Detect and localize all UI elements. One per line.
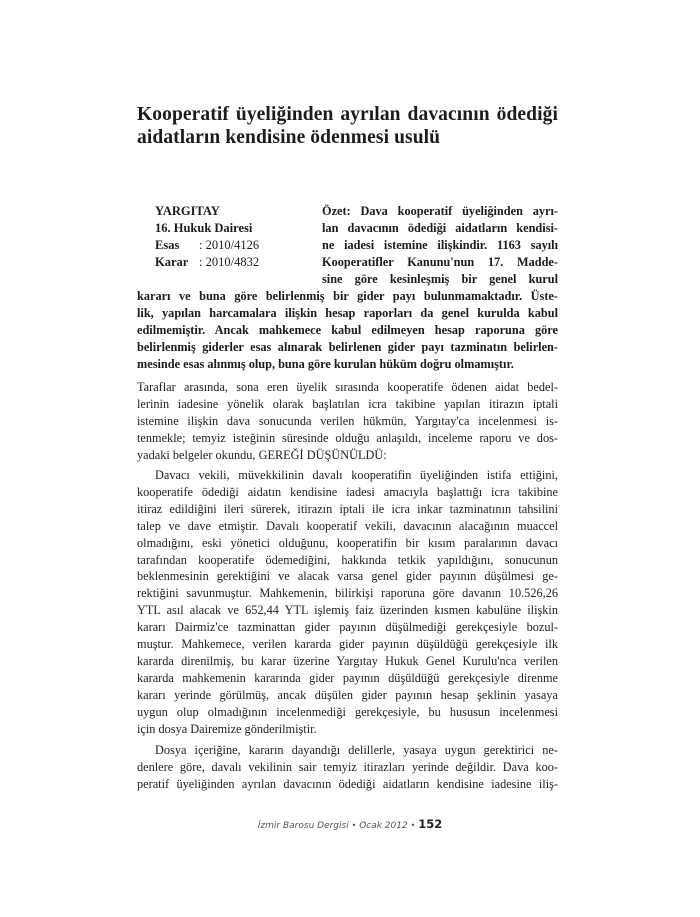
body-line: kararda mahkemenin kararında gider payının düşüldüğü gerekçesiyle direnme xyxy=(137,670,558,685)
summary-line: ne iadesi istemine ilişkindir. 1163 sayılı xyxy=(322,238,558,252)
body-line: kararda direnilmiş, bu karar üzerine Yargıtay Hukuk Genel Kurulu'nca verilen xyxy=(137,653,558,668)
karar-value: : 2010/4832 xyxy=(199,255,260,269)
esas-label: Esas xyxy=(155,238,180,252)
page-footer xyxy=(0,817,700,831)
body-line: kooperatife ödediği aidatın kendisine iadesi amacıyla başlattığı icra takibine xyxy=(137,484,558,499)
body-line: yadaki belgeler okundu, GEREĞİ DÜŞÜNÜLDÜ: xyxy=(137,447,387,462)
summary-line: lan davacının ödediği aidatların kendisi- xyxy=(322,221,558,235)
journal-name: İzmir Barosu Dergisi xyxy=(257,821,349,831)
body-line: rektiğini savunmuştur. Mahkemenin, bilirkişi raporuna göre davanın 10.526,26 xyxy=(137,586,558,601)
karar-row xyxy=(155,254,305,271)
court-info xyxy=(155,203,305,271)
body-line: tarafından kooperatife ödemediğini, hakkında tetkik yapıldığını, sonucunun xyxy=(137,552,558,567)
body-line: Taraflar arasında, sona eren üyelik sırasında kooperatife ödenen aidat bedel- xyxy=(137,380,558,394)
footer-separator: • xyxy=(410,821,416,830)
body-line: talep ve dave etmiştir. Davalı kooperatif vekili, davacının alacağının muaccel xyxy=(137,518,558,533)
summary-column xyxy=(322,203,558,288)
body-line: denlere göre, davalı vekilinin sair temyiz itirazları yerinde değildir. Dava koo- xyxy=(137,759,558,774)
body-line: peratif üyeliğinden ayrılan davacının ödediği aidatların kendisine iadesine iliş- xyxy=(137,776,558,791)
esas-value: : 2010/4126 xyxy=(199,238,260,252)
summary-line: Kooperatifler Kanunu'nun 17. Madde- xyxy=(322,255,558,269)
summary-line: mesinde esas alınmış olup, buna göre kurulan hüküm doğru olmamıştır. xyxy=(137,357,514,371)
body-line: uygun olup olmadığının incelenmediği gerekçesiyle, bu hususun incelenmesi xyxy=(137,704,558,719)
footer-separator: • xyxy=(351,821,357,830)
title-line: Kooperatif üyeliğinden ayrılan davacının ödediği xyxy=(137,104,558,125)
body-line: kararı Dairmiz'ce tazminattan gider payının düşülmediği gerekçesiyle bozul- xyxy=(137,620,558,635)
body-line: beklenmesinin gerektiğini ve alacak varsa genel gider payının düşülmesi ge- xyxy=(137,569,558,584)
body-line: için dosya Dairemize gönderilmiştir. xyxy=(137,721,317,736)
body-line: istemine ilişkin dava sonucunda verilen hükmün, Yargıtay'ca incelenmesi is- xyxy=(137,413,558,428)
article-title xyxy=(137,103,558,149)
journal-issue: Ocak 2012 xyxy=(359,821,408,831)
body-line: olmadığını, eski yönetici olduğunu, kooperatifin bir kısım paralarının davacı xyxy=(137,535,558,550)
title-line: aidatların kendisine ödenmesi usulü xyxy=(137,127,441,148)
paragraph-3 xyxy=(137,742,558,793)
summary-line: sine göre kesinleşmiş bir genel kurul xyxy=(322,272,558,286)
body-line: kararı yerinde görülmüş, ancak düşülen gider payının hesap şeklinin yasaya xyxy=(137,687,558,702)
body-line: Dosya içeriğine, kararın dayandığı delillerle, yasaya uygun gerektirici ne- xyxy=(155,743,558,757)
body-line: tenmekle; temyiz isteğinin süresinde olduğu anlaşıldı, inceleme raporu ve dos- xyxy=(137,430,558,445)
paragraph-2 xyxy=(137,467,558,738)
summary-line: kararı ve buna göre belirlenmiş bir gider payı bulunmamaktadır. Üste- xyxy=(137,289,558,303)
court-chamber: 16. Hukuk Dairesi xyxy=(155,221,253,235)
body-line: YTL asıl alacak ve 652,44 YTL işlemiş faiz üzerinden kısmen kabulüne ilişkin xyxy=(137,603,558,618)
summary-continued xyxy=(137,288,558,373)
summary-line: edilmemiştir. Ancak mahkemece kabul edilmeyen hesap raporuna göre xyxy=(137,323,558,337)
summary-line: Özet: Dava kooperatif üyeliğinden ayrı- xyxy=(322,204,558,218)
body-line: muştur. Mahkemece, verilen kararda gider payının düşüldüğü gerekçesiyle ilk xyxy=(137,637,558,652)
paragraph-1 xyxy=(137,379,558,464)
summary-line: lik, yapılan harcamalara ilişkin hesap raporları da genel kurulda kabul xyxy=(137,306,558,320)
body-line: Davacı vekili, müvekkilinin davalı kooperatifin üyeliğinden istifa ettiğini, xyxy=(155,468,558,482)
body-line: lerinin iadesine yönelik olarak başlatılan icra takibine yapılan itirazın iptali xyxy=(137,396,558,411)
body-line: itiraz edildiğini ileri sürerek, itirazın iptali ile icra inkar tazminatının tahsilini xyxy=(137,501,558,516)
page-number: 152 xyxy=(418,817,443,831)
summary-line: belirlenmiş giderler esas alınarak belirlenen gider payı tazminatın belirlen- xyxy=(137,340,558,354)
court-name: YARGITAY xyxy=(155,204,220,218)
karar-label: Karar xyxy=(155,255,189,269)
esas-row xyxy=(155,237,305,254)
